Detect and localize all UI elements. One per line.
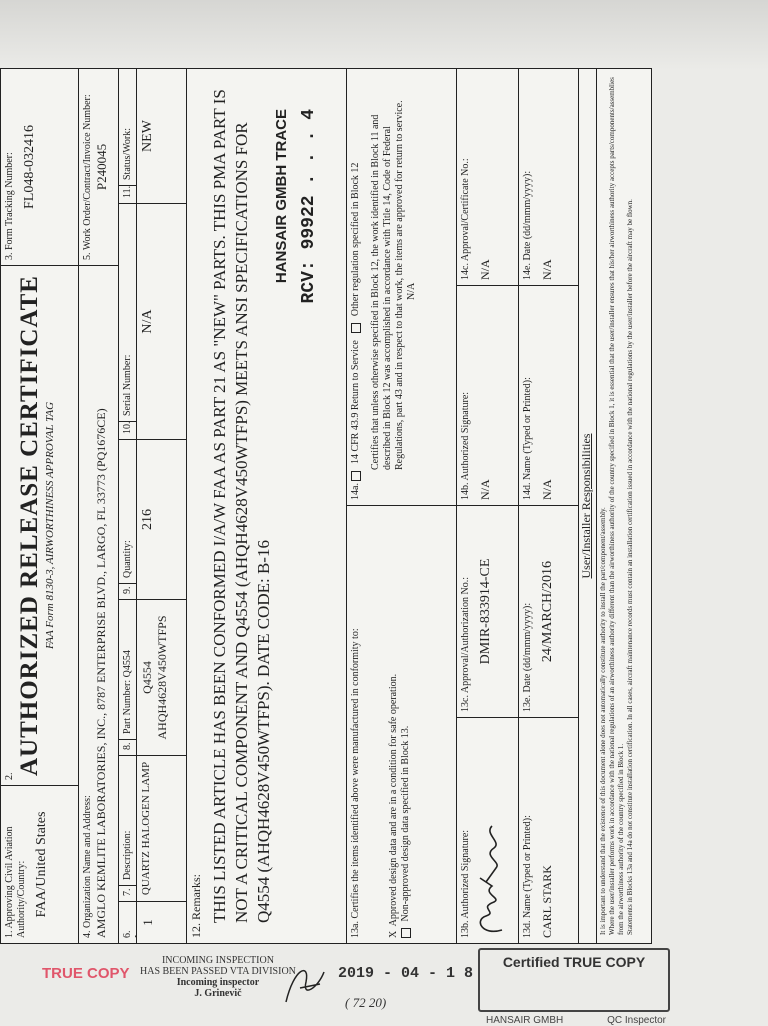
block-13d — [519, 717, 578, 943]
desc-header: Description: — [119, 755, 136, 885]
work-order-value: P240045 — [94, 143, 109, 191]
block-13a-option-1-text: Approved design data and are in a condition for safe operation. — [388, 673, 399, 927]
qty-header: Quantity: — [119, 439, 136, 583]
remarks-text: THIS LISTED ARTICLE HAS BEEN CONFORMED I/A/W FAA AS PART 21 AS "NEW" PARTS. THIS PMA PART IS NOT A CRITICAL COMPONENT AND Q4554 (AHQH4628V450WTFPS) MEETS ANSI SPECIFICATIONS FOR Q4554 (AHQH4628V450WTFPS). DATE CODE: B-16 — [210, 89, 273, 923]
block-13b — [457, 717, 518, 943]
block-14c — [457, 69, 518, 285]
block-13c-label: 13c. Approval/Authorization No.: — [460, 577, 471, 712]
block-13e — [519, 505, 578, 717]
block-14d — [519, 285, 578, 505]
tracking-number: FL048-032416 — [22, 125, 37, 209]
block-14c-label: 14c. Approval/Certificate No.: — [460, 158, 471, 280]
block-5-label: 5. Work Order/Contract/Invoice Number: — [82, 94, 93, 260]
block-1 — [1, 785, 78, 943]
block-2-label: 2. — [4, 772, 15, 780]
approval-number: DMIR-833914-CE — [478, 558, 493, 665]
block-13a-option-1-mark: X — [388, 930, 399, 938]
block-2 — [1, 265, 78, 785]
block-3-label: 3. Form Tracking Number: — [4, 152, 15, 260]
block-13a-label: 13a. Certifies the items identified above were manufactured in conformity to: — [350, 628, 361, 938]
block-13b-label: 13b. Authorized Signature: — [460, 829, 471, 938]
block-14b-value: N/A — [478, 479, 492, 500]
block-13e-label: 13e. Date (dd/mmm/yyyy): — [522, 602, 533, 712]
block-13a-option-2-text: Non-approved design data specified in Block 13. — [400, 725, 411, 922]
certified-company: HANSAIR GMBH — [486, 1015, 564, 1026]
footer-text-2: Where the user/installer performs work in accordance with the national regulations of an airworthiness authority different than the airworthiness authority of the country specified in Block 1, it is essential that the user/installer ensures that his/her airworthiness authority accepts parts/components/assemblies from the airworthiness authority of the country specified in Block 1. — [608, 77, 625, 935]
item-header-row — [119, 69, 137, 943]
item-values-row — [137, 69, 187, 943]
serial-value: N/A — [137, 203, 186, 439]
block-1-value: FAA/United States — [34, 811, 49, 918]
block-14e-label: 14e. Date (dd/mmm/yyyy): — [522, 170, 533, 280]
rcv-stamp: RCV: 99922 . . . 4 — [299, 109, 319, 304]
status-header: Status/Work: — [122, 128, 133, 180]
part-header-num: 8. — [119, 739, 136, 755]
block-14d-value: N/A — [540, 479, 554, 500]
block-14a-option-1: 14 CFR 43.9 Return to Service — [350, 340, 361, 465]
part-number-cell — [137, 599, 186, 755]
block-14d-label: 14d. Name (Typed or Printed): — [522, 377, 533, 500]
organization-value: AMGLO KEMLITE LABORATORIES, INC., 8787 ENTERPRISE BLVD., LARGO, FL 33773 (PQ1676CE) — [94, 408, 108, 938]
receipt-date-stamp: 2019 - 04 - 1 8 — [338, 965, 474, 982]
certified-true-copy-stamp — [478, 948, 670, 1026]
true-copy-stamp: TRUE COPY — [42, 965, 130, 982]
certified-footer — [486, 1015, 666, 1026]
block-4 — [79, 265, 118, 943]
block-14c-value: N/A — [478, 259, 492, 280]
inspection-line-3: Incoming inspector — [176, 977, 260, 988]
item-value: 1 — [137, 901, 186, 943]
block-14a-option-2: Other regulation specified in Block 12 — [350, 162, 361, 317]
block-3 — [1, 69, 78, 265]
remarks-row — [187, 69, 347, 943]
block-14a-na: N/A — [406, 282, 417, 300]
block-13d-label: 13d. Name (Typed or Printed): — [522, 815, 533, 938]
inspection-line-1: INCOMING INSPECTION — [161, 955, 274, 966]
block-14e-value: N/A — [540, 259, 554, 280]
release-certificate-form — [0, 68, 652, 944]
handwritten-note: ( 72 20) — [345, 995, 387, 1010]
footer-text-3: Statements in Blocks 13a and 14a do not constitute installation certification. In all cases, aircraft maintenance records must contain an installation certification issued in accordance with the national regulations by the user/installer before the aircraft may be flown. — [626, 199, 634, 935]
quantity-value: 216 — [137, 439, 186, 599]
footer — [597, 69, 637, 943]
block-14a — [347, 69, 456, 505]
inspection-line-4: J. Grinevič — [194, 988, 242, 999]
form-subtitle: FAA Form 8130-3, AIRWORTHINESS APPROVAL TAG — [44, 401, 56, 650]
checkbox-icon — [401, 928, 411, 938]
incoming-inspection-stamp — [140, 955, 296, 999]
status-value: NEW — [140, 120, 155, 152]
checkbox-icon — [351, 471, 361, 481]
qty-header-num: 9. — [119, 583, 136, 599]
block-14a-text: Certifies that unless otherwise specified in Block 12, the work identified in Block 11 and described in Block 12 was accomplished in accordance with Title 14, Code of Federal Regulations, part 43 and in respect to that work, the items are approved for return to service. — [370, 100, 405, 470]
certified-text: Certified TRUE COPY — [502, 954, 646, 970]
scan-shadow — [0, 0, 768, 70]
block-4-label: 4. Organization Name and Address: — [82, 795, 93, 938]
inspection-line-2: HAS BEEN PASSED VTA DIVISION — [140, 966, 296, 977]
responsibilities-row — [579, 69, 597, 943]
header-row — [1, 69, 79, 943]
inspector-name: CARL STARK — [540, 865, 554, 938]
serial-header: Serial Number: — [119, 203, 136, 421]
serial-header-num: 10. — [119, 421, 136, 439]
form-title: AUTHORIZED RELEASE CERTIFICATE — [16, 275, 43, 776]
inspector-signature — [280, 958, 330, 1008]
footer-row — [597, 69, 651, 943]
organization-row — [79, 69, 119, 943]
block-5 — [79, 69, 118, 265]
responsibilities-title: User/Installer Responsibilities — [579, 433, 593, 579]
trace-stamp: HANSAIR GMBH TRACE — [273, 109, 290, 284]
part-header: Part Number: Q4554 — [119, 599, 136, 739]
block-14a-label: 14a. — [350, 483, 361, 500]
status-header-num: 11. — [119, 185, 136, 203]
description-value: QUARTZ HALOGEN LAMP — [137, 755, 186, 901]
item-header: 6. Item: — [119, 901, 136, 943]
block-13a-option-1 — [388, 511, 400, 938]
block-13a — [347, 505, 456, 943]
block-14b — [457, 285, 518, 505]
block-14a-header — [350, 74, 362, 500]
block-14b-label: 14b. Authorized Signature: — [460, 391, 471, 500]
name-date-row — [519, 69, 579, 943]
block-13a-14a-row — [347, 69, 457, 943]
issue-date: 24/MARCH/2016 — [540, 560, 555, 663]
footer-text-1: It is important to understand that the existence of this document alone does not automatically constitute authority to install the part/component/assembly. — [599, 507, 607, 935]
block-14e — [519, 69, 578, 285]
certified-role: QC Inspector — [607, 1015, 666, 1026]
block-13c — [457, 505, 518, 717]
block-1-label: 1. Approving Civil Aviation Authority/Country: — [4, 826, 27, 938]
checkbox-icon — [351, 323, 361, 333]
part-number-1: Q4554 — [140, 661, 154, 694]
signature-drawing — [472, 818, 510, 938]
part-number-2: AHQH4628V450WTFPS — [155, 615, 169, 740]
desc-header-num: 7. — [119, 885, 136, 901]
block-13a-option-2 — [400, 511, 412, 938]
remarks-label: 12. Remarks: — [189, 874, 203, 938]
signature-row — [457, 69, 519, 943]
